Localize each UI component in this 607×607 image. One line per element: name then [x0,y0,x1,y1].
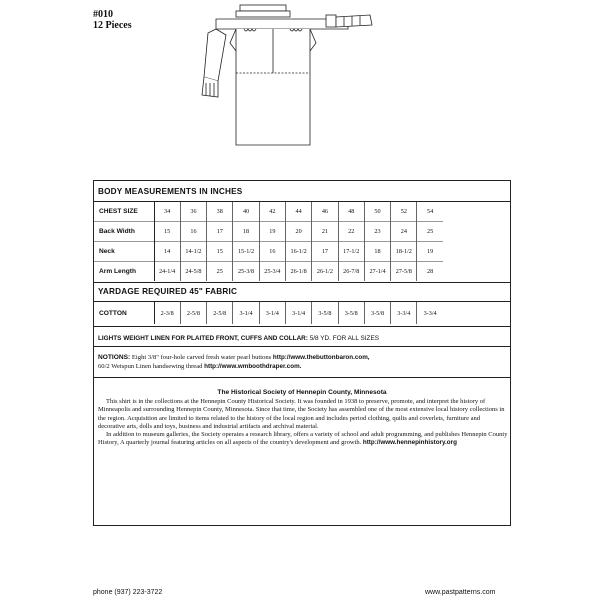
history-body [98,398,508,448]
table-cell: 2-5/8 [180,302,206,324]
table-cell: 17 [312,242,338,262]
table-cell: 24-5/8 [180,262,206,282]
table-cell: 15 [154,222,180,242]
history-title: The Historical Society of Hennepin County, Minnesota [217,389,387,396]
body-measurements-title: BODY MEASUREMENTS IN INCHES [98,187,243,196]
row-label: COTTON [94,302,154,324]
table-row [94,242,443,262]
measurements-panel [93,180,511,526]
table-cell: 18-1/2 [391,242,417,262]
history-paragraph-1: This shirt is in the collections at the Hennepin County Historical Society. It was founded in 1938 to preserve, promote, and interpret the history of Minneapolis and surrounding Hennepin County, Minnesota. Since that time, the Society has assembled one of the most extensive local history collections in the region. Acquisition are limited to items related to the history of the local region and includes period clothing, quilts and coverlets, furniture and decorative arts, dolls and toys, business and industrial artifacts and archival material. [98,398,505,430]
row-label: CHEST SIZE [94,202,154,222]
table-cell: 3-1/4 [285,302,311,324]
booth-draper-link[interactable]: http://www.wmboothdraper.com. [204,363,302,370]
table-cell: 17-1/2 [338,242,364,262]
table-row [94,262,443,282]
table-cell: 25-3/8 [233,262,259,282]
row-label: Neck [94,242,154,262]
history-paragraph-2-text: In addition to museum galleries, the Society operates a research library, offers a variety of school and adult programming, and publishes Hennepin County History, A quarterly journal featuring articles on all aspects of the country's development and growth. [98,431,508,447]
table-cell: 16 [180,222,206,242]
table-cell: 3-5/8 [312,302,338,324]
table-cell: 36 [180,202,206,222]
yardage-title: YARDAGE REQUIRED 45" FABRIC [98,287,238,296]
table-cell: 3-5/8 [338,302,364,324]
notions-block [98,353,506,371]
table-cell: 3-3/4 [423,309,437,317]
hennepin-history-link[interactable]: http://www.hennepinhistory.org [362,439,457,447]
divider [94,326,510,327]
pattern-number: #010 [93,9,113,20]
button-baron-link[interactable]: http://www.thebuttonbaron.com, [272,354,370,361]
table-cell: 2-3/8 [154,302,180,324]
table-cell: 24-1/4 [154,262,180,282]
table-cell: 50 [364,202,390,222]
table-cell: 17 [207,222,233,242]
table-row [94,302,443,324]
table-cell: 27-1/4 [364,262,390,282]
table-cell: 34 [154,202,180,222]
footer-website[interactable]: www.pastpatterns.com [425,589,496,596]
pattern-pieces: 12 Pieces [93,20,132,31]
table-cell: 22 [338,222,364,242]
table-cell: 52 [391,202,417,222]
table-cell: 3-1/4 [233,302,259,324]
table-cell: 15-1/2 [233,242,259,262]
row-label: Arm Length [94,262,154,282]
yardage-table [94,302,443,324]
pattern-header [93,9,132,31]
table-cell: 24 [391,222,417,242]
body-measurements-table [94,202,443,281]
row-label: Back Width [94,222,154,242]
table-cell: 16 [259,242,285,262]
table-cell: 18 [233,222,259,242]
table-cell: 48 [338,202,364,222]
divider [94,346,510,347]
table-cell: 15 [207,242,233,262]
table-row [94,202,443,222]
footer-phone: phone (937) 223-3722 [93,589,163,596]
table-cell: 28 [427,268,434,275]
table-cell: 21 [312,222,338,242]
notions-line-1: Eight 3/8" four-hole carved fresh water pearl buttons [131,354,272,361]
divider [94,282,510,283]
shirt-illustration [198,3,378,151]
notions-line-2: 60/2 Wetspun Linen handsewing thread [98,363,203,370]
table-cell: 19 [427,248,434,255]
table-cell: 14 [154,242,180,262]
notions-label: NOTIONS: [98,354,131,361]
table-row [94,222,443,242]
table-cell: 2-5/8 [207,302,233,324]
table-cell: 25-3/4 [259,262,285,282]
table-cell: 26-1/2 [312,262,338,282]
table-cell: 25 [207,262,233,282]
table-cell: 19 [259,222,285,242]
table-cell: 26-1/8 [285,262,311,282]
history-paragraph-2 [98,431,508,448]
table-cell: 54 [427,208,434,215]
table-cell: 20 [285,222,311,242]
table-cell: 44 [285,202,311,222]
table-cell: 23 [364,222,390,242]
table-cell: 3-5/8 [364,302,390,324]
table-cell: 40 [233,202,259,222]
table-cell: 26-7/8 [338,262,364,282]
table-cell: 16-1/2 [285,242,311,262]
divider [94,377,510,378]
table-cell: 14-1/2 [180,242,206,262]
table-cell: 38 [207,202,233,222]
table-cell: 3-1/4 [259,302,285,324]
table-cell: 46 [312,202,338,222]
table-cell: 25 [427,228,434,235]
linen-label: LIGHTS WEIGHT LINEN FOR PLAITED FRONT, CUFFS AND COLLAR: [98,335,308,342]
table-cell: 42 [259,202,285,222]
table-cell: 3-3/4 [391,302,417,324]
table-cell: 18 [364,242,390,262]
linen-value: 5/8 YD. FOR ALL SIZES [309,335,379,342]
linen-note [98,335,379,342]
table-cell: 27-5/8 [391,262,417,282]
